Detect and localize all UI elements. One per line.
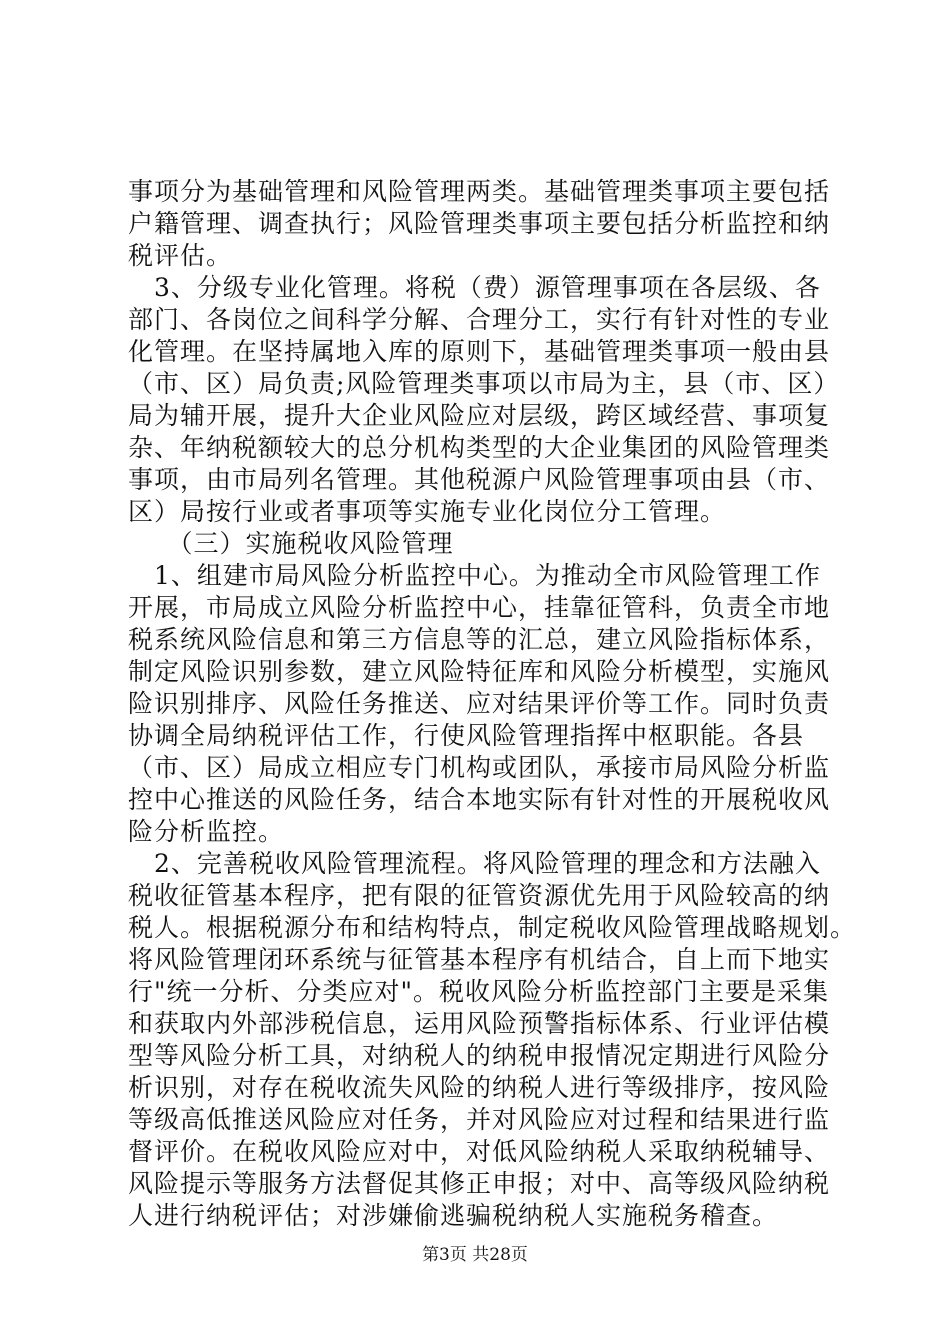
text-line: 协调全局纳税评估工作，行使风险管理指挥中枢职能。各县	[128, 721, 805, 750]
text-line: 险识别排序、风险任务推送、应对结果评价等工作。同时负责	[128, 689, 831, 718]
text-line: （市、区）局成立相应专门机构或团队，承接市局风险分析监	[128, 753, 831, 782]
text-line: 型等风险分析工具，对纳税人的纳税申报情况定期进行风险分	[128, 1041, 831, 1070]
text-line: 控中心推送的风险任务，结合本地实际有针对性的开展税收风	[128, 785, 831, 814]
text-line: 行"统一分析、分类应对"。税收风险分析监控部门主要是采集	[128, 977, 830, 1006]
page-number-footer: 第3页 共28页	[422, 1245, 528, 1265]
text-line: 1、组建市局风险分析监控中心。为推动全市风险管理工作	[128, 561, 821, 590]
text-line: 等级高低推送风险应对任务，并对风险应对过程和结果进行监	[128, 1105, 831, 1134]
text-line: 化管理。在坚持属地入库的原则下，基础管理类事项一般由县	[128, 337, 831, 366]
text-line: 税人。根据税源分布和结构特点，制定税收风险管理战略规划。	[128, 913, 857, 942]
text-line: 析识别，对存在税收流失风险的纳税人进行等级排序，按风险	[128, 1073, 831, 1102]
section-heading: （三）实施税收风险管理	[128, 529, 454, 558]
text-line: 2、完善税收风险管理流程。将风险管理的理念和方法融入	[128, 849, 821, 878]
text-line: 险分析监控。	[128, 817, 285, 846]
text-line: 杂、年纳税额较大的总分机构类型的大企业集团的风险管理类	[128, 433, 831, 462]
text-line: 区）局按行业或者事项等实施专业化岗位分工管理。	[128, 497, 727, 526]
text-line: 税收征管基本程序，把有限的征管资源优先用于风险较高的纳	[128, 881, 831, 910]
text-line: 税系统风险信息和第三方信息等的汇总，建立风险指标体系，	[128, 625, 831, 654]
text-line: 将风险管理闭环系统与征管基本程序有机结合，自上而下地实	[128, 945, 831, 974]
text-line: 税评估。	[128, 241, 233, 270]
text-line: 开展，市局成立风险分析监控中心，挂靠征管科，负责全市地	[128, 593, 831, 622]
text-line: （市、区）局负责;风险管理类事项以市局为主，县（市、区）	[128, 369, 840, 398]
text-line: 督评价。在税收风险应对中，对低风险纳税人采取纳税辅导、	[128, 1137, 831, 1166]
text-line: 户籍管理、调查执行；风险管理类事项主要包括分析监控和纳	[128, 209, 831, 238]
text-line: 部门、各岗位之间科学分解、合理分工，实行有针对性的专业	[128, 305, 831, 334]
text-line: 局为辅开展，提升大企业风险应对层级，跨区域经营、事项复	[128, 401, 831, 430]
text-line: 3、分级专业化管理。将税（费）源管理事项在各层级、各	[128, 273, 821, 302]
text-line: 事项分为基础管理和风险管理两类。基础管理类事项主要包括	[128, 177, 831, 206]
text-line: 和获取内外部涉税信息，运用风险预警指标体系、行业评估模	[128, 1009, 831, 1038]
text-line: 风险提示等服务方法督促其修正申报；对中、高等级风险纳税	[128, 1169, 831, 1198]
text-line: 事项，由市局列名管理。其他税源户风险管理事项由县（市、	[128, 465, 831, 494]
text-line: 人进行纳税评估；对涉嫌偷逃骗税纳税人实施税务稽查。	[128, 1201, 779, 1230]
text-line: 制定风险识别参数，建立风险特征库和风险分析模型，实施风	[128, 657, 831, 686]
